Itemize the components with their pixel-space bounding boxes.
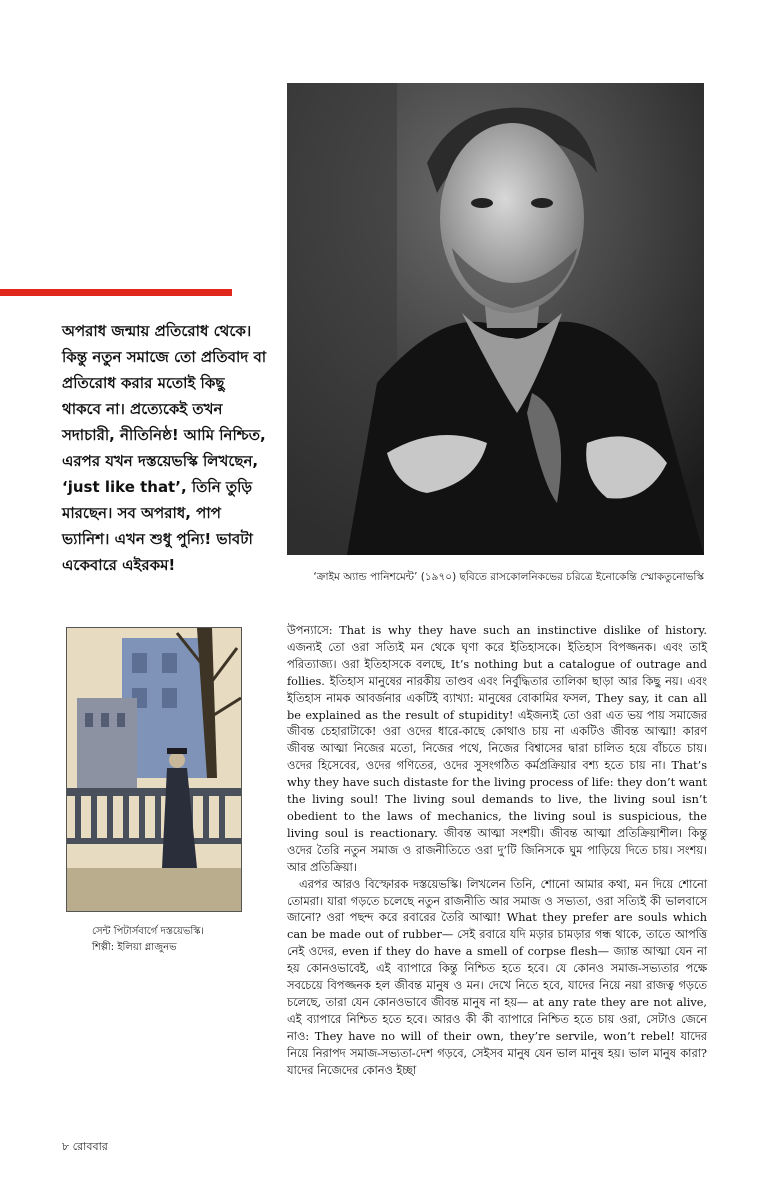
film-still-photo [287,83,704,555]
article-paragraph: উপন্যাসে: That is why they have such an instinctive dislike of history. এজন্যই তো ওরা সত্যিই মন থেকে ঘৃণা করে ইতিহাসকে। ইতিহাস বিপজ্জনক। এবং তাই পরিত্যাজ্য। ওরা ইতিহাসকে বলছে, It’s nothing but a catalogue of outrage and follies. ইতিহাস মানুষের নারকীয় তাণ্ডব এবং নির্বুদ্ধিতার তালিকা ছাড়া আর কিছু নয়। এবং ইতিহাস নামক আবর্জনার একটিই ব্যাখ্যা: মানুষের বোকামির ফসল, They say, it can all be explained as the result of stupidity! এইজন্যই তো ওরা এত ভয় পায় সমাজের জীবন্ত চেহারাটাকে! ওরা ওদের ধারে-কাছে কোথাও চায় না একটিও জীবন্ত আত্মা! কারণ জীবন্ত আত্মা নিজের মতো, নিজের পথে, নিজের বিশ্বাসের দ্বারা চালিত হয়ে বাঁচতে চায়। ওদের হিসেবের, ওদের গণিতের, ওদের সুসংগঠিত কর্মপ্রক্রিয়ার বশ্য হতে চায় না। That’s why they have such distaste for the living process of life: they don’t want the living soul! The living soul demands to live, the living soul isn’t obedient to the laws of mechanics, the living soul is suspicious, the living soul is reactionary. জীবন্ত আত্মা সংশয়ী। জীবন্ত আত্মা প্রতিক্রিয়াশীল। কিন্তু ওদের তৈরি নতুন সমাজ ও রাজনীতিতে ওরা দু’টি জিনিসকে ঘুম পাড়িয়ে দিতে চায়। সংশয়। আর প্রতিক্রিয়া। [287,624,707,874]
page-folio: ৮ রোববার [62,1140,108,1153]
article-body [287,623,707,1079]
pull-quote [62,318,267,578]
pull-quote-tail: , তিনি তুড়ি মারছেন। সব অপরাধ, পাপ ভ্যানিশ। এখন শুধু পুন্যি! ভাবটা একেবারে এইরকম! [62,478,253,574]
pull-quote-english: ‘just like that’ [62,478,181,496]
painting-caption [92,924,252,956]
photo-caption: ‘ক্রাইম অ্যান্ড পানিশমেন্ট’ (১৯৭০) ছবিতে রাসকোলনিকভের চরিত্রে ইনোকেন্তি স্মোকতুনোভস্কি [313,571,704,583]
painting-caption-line1: সেন্ট পিটার্সবার্গে দস্তয়েভস্কি। [92,926,204,937]
pull-quote-text: অপরাধ জন্মায় প্রতিরোধ থেকে। কিন্তু নতুন সমাজে তো প্রতিবাদ বা প্রতিরোধ করার মতোই কিছু থাকবে না। প্রত্যেকেই তখন সদাচারী, নীতিনিষ্ঠ! আমি নিশ্চিত, এরপর যখন দস্তয়েভস্কি লিখছেন, [62,322,267,470]
article-paragraph: এরপর আরও বিস্ফোরক দস্তয়েভস্কি। লিখলেন তিনি, শোনো আমার কথা, মন দিয়ে শোনো তোমরা। যারা গড়তে চলেছে নতুন রাজনীতি আর সমাজ ও সভ্যতা, ওরা সত্যিই কী ভালবাসে জানো? ওরা পছন্দ করে রবারের তৈরি আত্মা! What they prefer are souls which can be made out of rubber— সেই রবারে যদি মড়ার চামড়ার গন্ধ থাকে, তাতে আপত্তি নেই ওদের, even if they do have a smell of corpse flesh— জ্যান্ত আত্মা যেন না হয় কোনওভাবেই, এই ব্যাপারে কিন্তু নিশ্চিত হতে হবে। যে কোনও সমাজ-সভ্যতার পক্ষে সবচেয়ে বিপজ্জনক হল জীবন্ত মানুষ ও মন। দেখে নিতে হবে, যাদের নিয়ে নয়া রাজত্ব গড়তে চলেছে, তারা যেন কোনওভাবে জীবন্ত মানুষ না হয়— at any rate they are not alive, এই ব্যাপারে নিশ্চিত হতে হবে। আরও কী কী ব্যাপারে নিশ্চিত হতে চায় ওরা, সেটাও জেনে নাও: They have no will of their own, they’re servile, won’t rebel! যাদের নিয়ে নিরাপদ সমাজ-সভ্যতা-দেশ গড়বে, সেইসব মানুষ যেন ভাল মানুষ হয়। ভাল মানুষ কারা? যাদের নিজেদের কোনও ইচ্ছা [287,877,707,1077]
painting-image [66,627,242,912]
painting-caption-line2: শিল্পী: ইলিয়া গ্লাজুনভ [92,942,177,953]
accent-bar [0,289,232,296]
